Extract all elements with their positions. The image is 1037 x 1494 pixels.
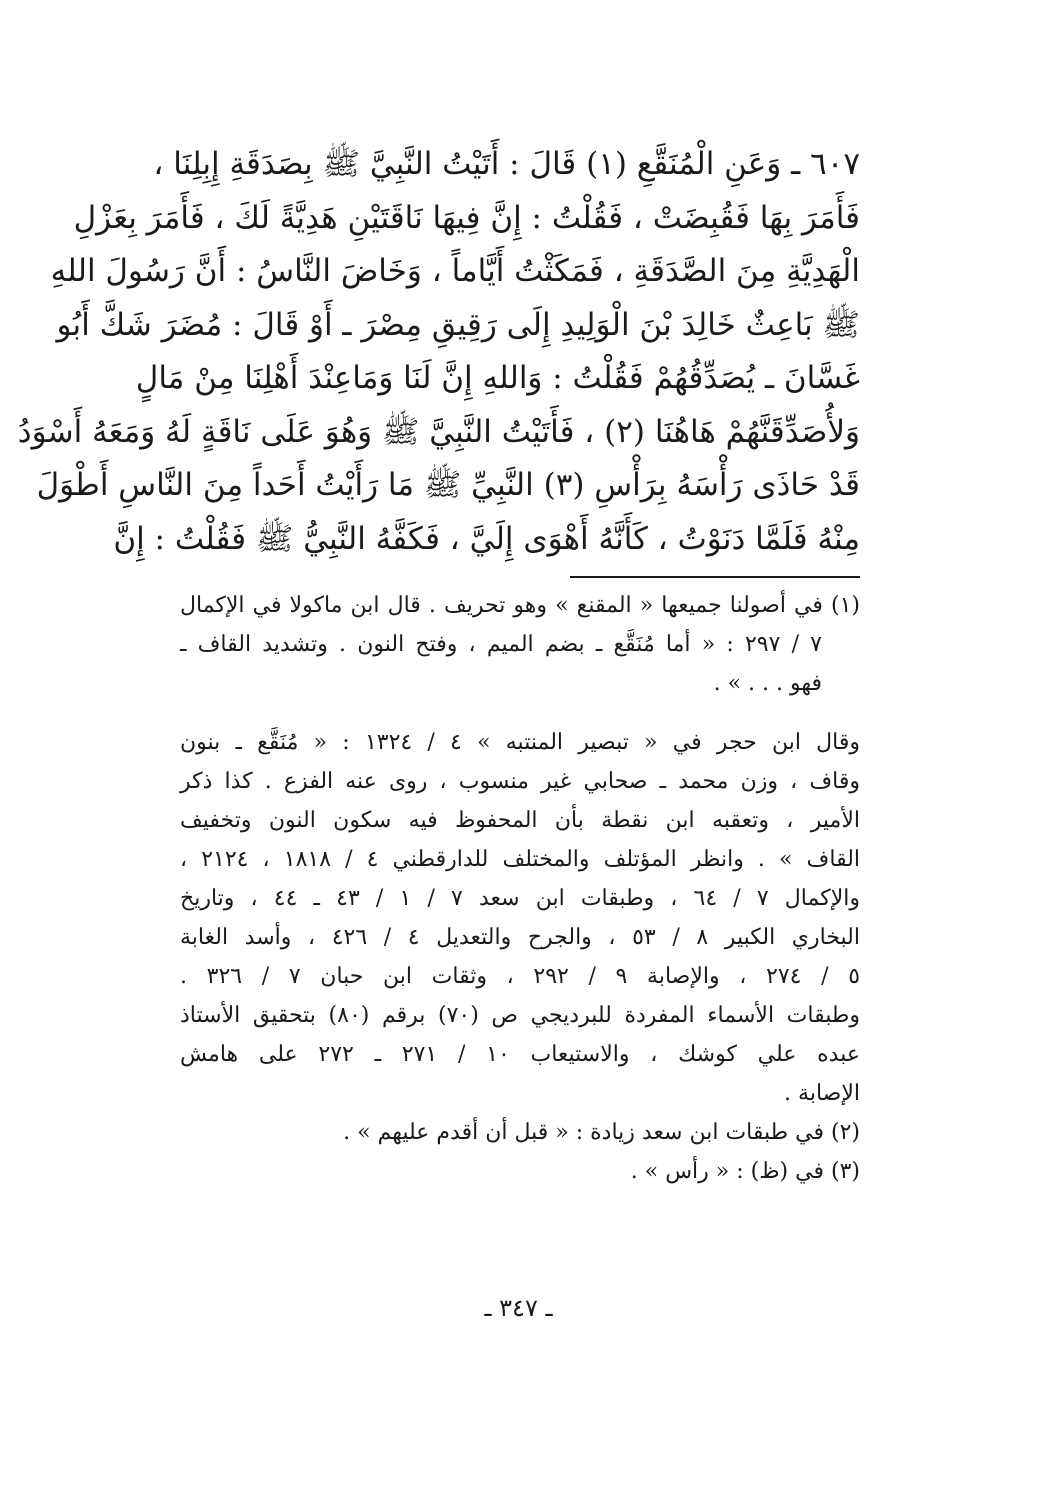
hadith-line: مِنْهُ فَلَمَّا دَنَوْتُ ، كَأَنَّهُ أَهْوَى إِلَيَّ ، فَكَفَّهُ النَّبِيُّ ﷺ فَقُلْتُ : إِنَّ (113, 520, 860, 557)
hadith-line: فَأَمَرَ بِهَا فَقُبِضَتْ ، فَقُلْتُ : إِنَّ فِيهَا نَاقَتَيْنِ هَدِيَّةً لَكَ ، فَأَمَرَ بِعَزْلِ (73, 199, 860, 236)
footnote-gap (180, 703, 860, 723)
footnote-1-para2-line: القاف » . وانظر المؤتلف والمختلف للدارقطني ٤ / ١٨١٨ ، ٢١٢٤ ، (180, 847, 861, 872)
footnotes (180, 586, 860, 1191)
footnote-1-para2-line: ٥ / ٢٧٤ ، والإصابة ٩ / ٢٩٢ ، وثقات ابن حبان ٧ / ٣٢٦ . (180, 964, 861, 989)
footnote-1-line: فهو . . . » . (713, 671, 822, 696)
footnote-3: (٣) في (ظ) : « رأس » . (630, 1159, 860, 1184)
footnote-1-para2-line: البخاري الكبير ٨ / ٥٣ ، والجرح والتعديل ٤ / ٤٢٦ ، وأسد الغابة (180, 925, 860, 950)
hadith-line: وَلأُصَدِّقَنَّهُمْ هَاهُنَا (٢) ، فَأَتَيْتُ النَّبِيَّ ﷺ وَهُوَ عَلَى نَاقَةٍ لَهُ وَمَعَهُ أَسْوَدُ (17, 413, 860, 450)
footnote-1-line: (١) في أصولنا جميعها « المقنع » وهو تحريف . قال ابن ماكولا في الإكمال (180, 593, 860, 618)
hadith-line: ٦٠٧ ـ وَعَنِ الْمُنَقَّعِ (١) قَالَ : أَتَيْتُ النَّبِيَّ ﷺ بِصَدَقَةِ إِبِلِنَا ، (153, 146, 860, 182)
footnote-2: (٢) في طبقات ابن سعد زيادة : « قبل أن أقدم عليهم » . (343, 1120, 860, 1145)
hadith-line: قَدْ حَاذَى رَأْسَهُ بِرَأْسِ (٣) النَّبِيِّ ﷺ مَا رَأَيْتُ أَحَداً مِنَ النَّاسِ أَطْوَلَ (36, 467, 860, 503)
page-number: ـ ٣٤٧ ـ (484, 1294, 553, 1322)
footnote-1-para2-line: وقال ابن حجر في « تبصير المنتبه » ٤ / ١٣٢٤ : « مُنَقَّع ـ بنون (180, 730, 860, 755)
footnote-1-para2-line: عبده علي كوشك ، والاستيعاب ١٠ / ٢٧١ ـ ٢٧٢ على هامش (180, 1042, 860, 1067)
footnote-1-line: ٧ / ٢٩٧ : « أما مُنَقَّع ـ بضم الميم ، وفتح النون . وتشديد القاف ـ (180, 632, 822, 657)
hadith-text (17, 138, 860, 566)
footnote-separator (570, 576, 860, 578)
footnote-1-para2-line: الأمير ، وتعقبه ابن نقطة بأن المحفوظ فيه سكون النون وتخفيف (180, 808, 860, 833)
footnote-1-para2-line: وقاف ، وزن محمد ـ صحابي غير منسوب ، روى عنه الفزع . كذا ذكر (180, 769, 860, 794)
hadith-line: ﷺ بَاعِثٌ خَالِدَ بْنَ الْوَلِيدِ إِلَى رَقِيقِ مِصْرَ ـ أَوْ قَالَ : مُضَرَ شَكَّ أَبُو (56, 306, 860, 343)
hadith-line: غَسَّانَ ـ يُصَدِّقُهُمْ فَقُلْتُ : وَاللهِ إِنَّ لَنَا وَمَاعِنْدَ أَهْلِنَا مِنْ مَالٍ (135, 360, 860, 396)
footnote-1-para2-line: الإصابة . (784, 1081, 860, 1106)
footnote-1-para2-line: والإكمال ٧ / ٦٤ ، وطبقات ابن سعد ٧ / ١ / ٤٣ ـ ٤٤ ، وتاريخ (180, 886, 860, 911)
footnote-1-para2-line: وطبقات الأسماء المفردة للبرديجي ص (٧٠) برقم (٨٠) بتحقيق الأستاذ (180, 1003, 860, 1028)
hadith-line: الْهَدِيَّةِ مِنَ الصَّدَقَةِ ، فَمَكَثْتُ أَيَّاماً ، وَخَاضَ النَّاسُ : أَنَّ رَسُولَ اللهِ (50, 253, 860, 289)
